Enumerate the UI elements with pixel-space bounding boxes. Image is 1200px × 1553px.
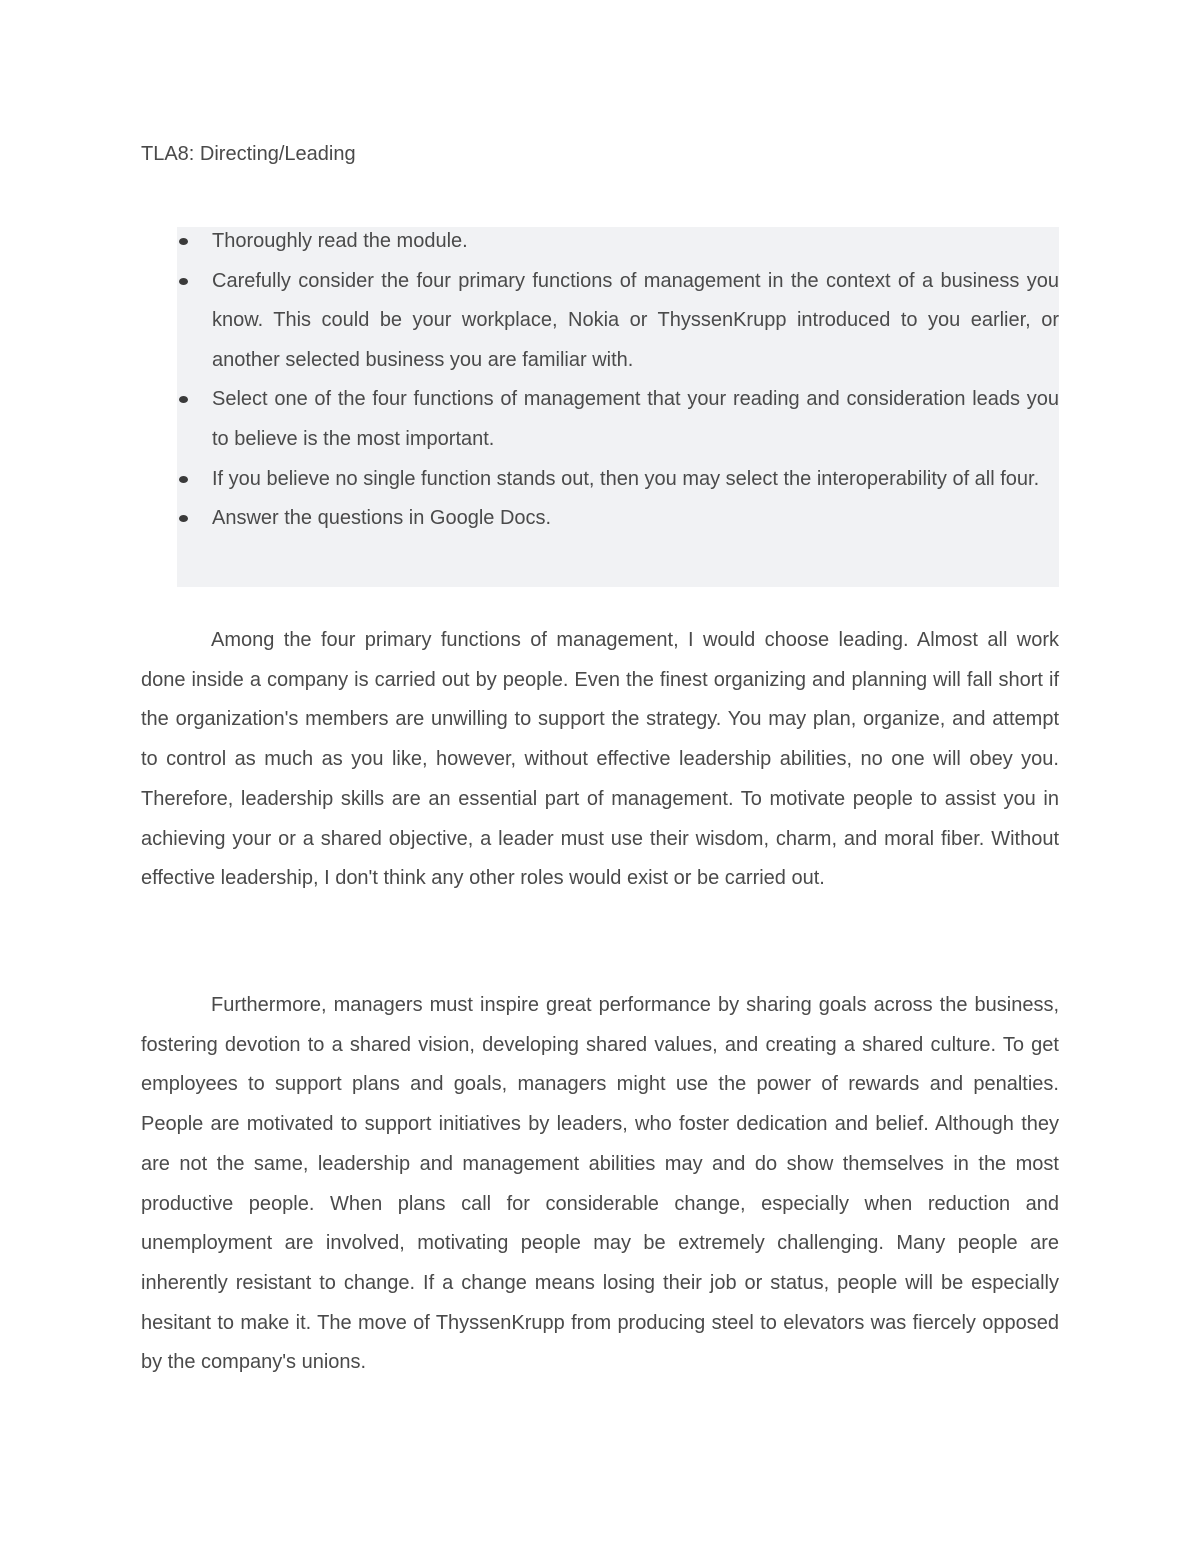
bullet-icon	[179, 515, 188, 522]
body-paragraph-motivation: Furthermore, managers must inspire great performance by sharing goals across the business, fostering devotion to a shared vision, developing shared values, and creating a shared culture. To get employees to support plans and goals, managers might use the power of rewards and penalties. People are motivated to support initiatives by leaders, who foster dedication and belief. Although they are not the same, leadership and management abilities may and do show themselves in the most productive people. When plans call for considerable change, especially when reduction and unemployment are involved, motivating people may be extremely challenging. Many people are inherently resistant to change. If a change means losing their job or status, people will be especially hesitant to make it. The move of ThyssenKrupp from producing steel to elevators was fiercely opposed by the company's unions.	[141, 994, 1059, 1374]
instructions-list	[177, 227, 1059, 587]
list-item	[177, 222, 1059, 262]
list-item	[177, 380, 1059, 459]
list-item	[177, 460, 1059, 500]
list-item-text: Thoroughly read the module.	[212, 230, 468, 252]
list-item	[177, 262, 1059, 381]
list-item-text: If you believe no single function stands out, then you may select the interoperability of all four.	[212, 467, 1040, 490]
list-item-text: Carefully consider the four primary functions of management in the context of a business you know. This could be your workplace, Nokia or ThyssenKrupp introduced to you earlier, or another selected business you are familiar with.	[212, 269, 1059, 371]
document-title: TLA8: Directing/Leading	[141, 143, 356, 165]
list-item-text: Answer the questions in Google Docs.	[212, 507, 552, 530]
body-paragraph-leading: Among the four primary functions of management, I would choose leading. Almost all work done inside a company is carried out by people. Even the finest organizing and planning will fall short if the organization's members are unwilling to support the strategy. You may plan, organize, and attempt to control as much as you like, however, without effective leadership abilities, no one will obey you. Therefore, leadership skills are an essential part of management. To motivate people to assist you in achieving your or a shared objective, a leader must use their wisdom, charm, and moral fiber. Without effective leadership, I don't think any other roles would exist or be carried out.	[141, 629, 1059, 890]
list-item	[177, 499, 1059, 539]
bullet-icon	[179, 278, 188, 285]
bullet-icon	[179, 476, 188, 483]
bullet-icon	[179, 238, 188, 245]
bullet-icon	[179, 396, 188, 403]
list-item-text: Select one of the four functions of management that your reading and consideration leads you to believe is the most important.	[212, 388, 1059, 450]
